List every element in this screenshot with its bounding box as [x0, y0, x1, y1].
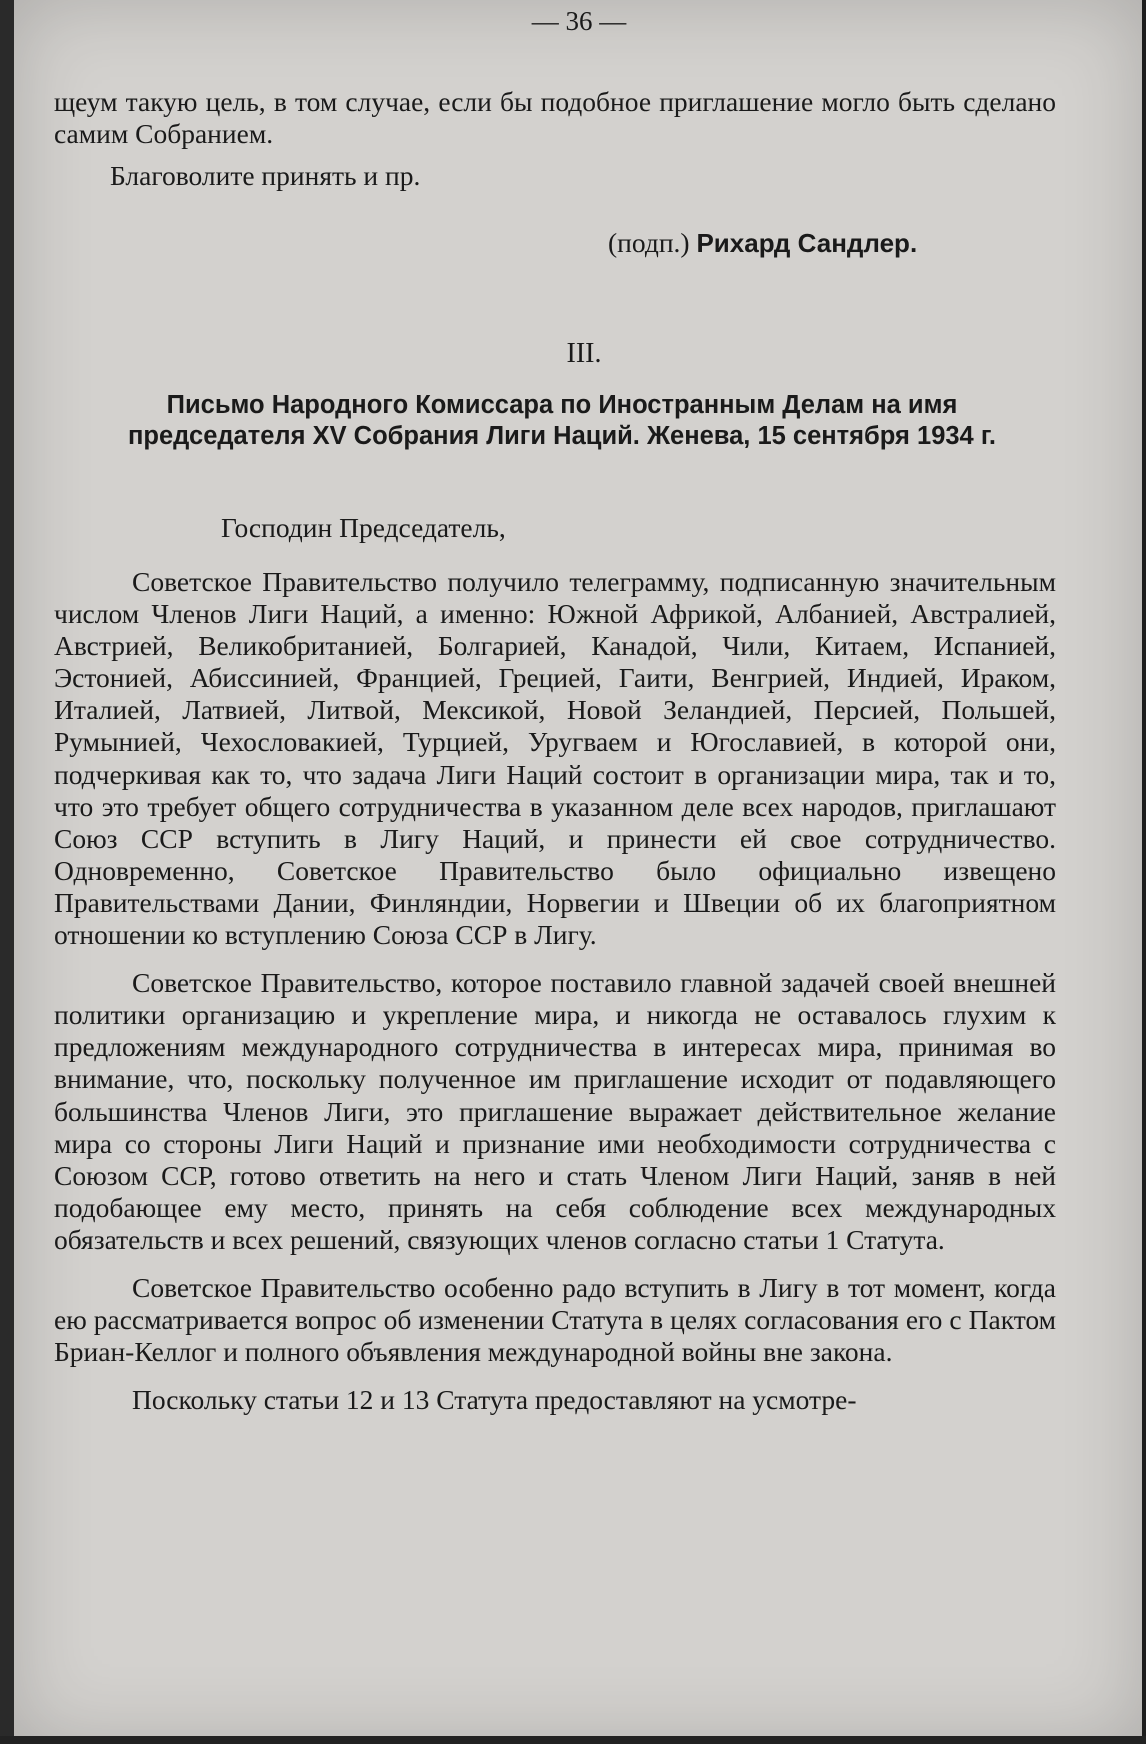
section-number: III. — [566, 338, 602, 369]
scan-border-bottom — [0, 1736, 1146, 1744]
signature-prefix: (подп.) — [608, 227, 690, 258]
closing-line: Благоволите принять и пр. — [110, 160, 421, 191]
salutation: Господин Председатель, — [221, 512, 506, 543]
signature — [608, 227, 917, 259]
letter-body — [54, 566, 1056, 1416]
body-paragraph: Поскольку статьи 12 и 13 Статута предоставляют на усмотре- — [132, 1384, 857, 1416]
body-paragraph: Советское Правительство, которое поставило главной задачей своей внешней политики организацию и укрепление мира, и никогда не оставалось глухим к предложениям международного сотрудничества в интересах мира, принимая во внимание, что, поскольку полученное им приглашение исходит от подавляющего большинства Членов Лиги, это приглашение выражает действительное желание мира со стороны Лиги Наций и признание ими необходимости сотрудничества с Союзом ССР, готово ответить на него и стать Членом Лиги Наций, заняв в ней подобающее ему место, принять на себя соблюдение всех международных обязательств и всех решений, связующих членов согласно статьи 1 Статута. — [54, 967, 1056, 1255]
body-paragraph: Советское Правительство особенно радо вступить в Лигу в тот момент, когда ею рассматривается вопрос об изменении Статута в целях согласования его с Пактом Бриан-Келлог и полного объявления международной войны вне закона. — [54, 1271, 1056, 1368]
signature-name: Рихард Сандлер. — [696, 228, 918, 258]
letter-heading: Письмо Народного Комиссара по Иностранным Делам на имя председателя XV Собрания Лиги Наций. Женева, 15 сентября 1934 г. — [128, 391, 996, 450]
document-page — [14, 0, 1142, 1744]
continuation-paragraph — [54, 86, 1056, 150]
body-paragraph: Советское Правительство получило телеграмму, подписанную значительным числом Членов Лиги Наций, а именно: Южной Африкой, Албанией, Австралией, Австрией, Великобританией, Болгарией, Канадой, Чили, Китаем, Испанией, Эстонией, Абиссинией, Францией, Грецией, Гаити, Венгрией, Индией, Ираком, Италией, Латвией, Литвой, Мексикой, Новой Зеландией, Персией, Польшей, Румынией, Чехословакией, Турцией, Уругваем и Югославией, в которой они, подчеркивая как то, что задача Лиги Наций состоит в организации мира, так и то, что это требует общего сотрудничества в указанном деле всех народов, приглашают Союз ССР вступить в Лигу Наций, и принести ей свое сотрудничество. Одновременно, Советское Правительство было официально извещено Правительствами Дании, Финляндии, Норвегии и Швеции об их благоприятном отношении ко вступлению Союза ССР в Лигу. — [54, 566, 1056, 951]
page-number: — 36 — — [531, 6, 627, 36]
scan-border-left — [0, 0, 14, 1744]
paragraph-text: щеум такую цель, в том случае, если бы подобное приглашение могло быть сделано самим Собранием. — [54, 86, 1056, 150]
